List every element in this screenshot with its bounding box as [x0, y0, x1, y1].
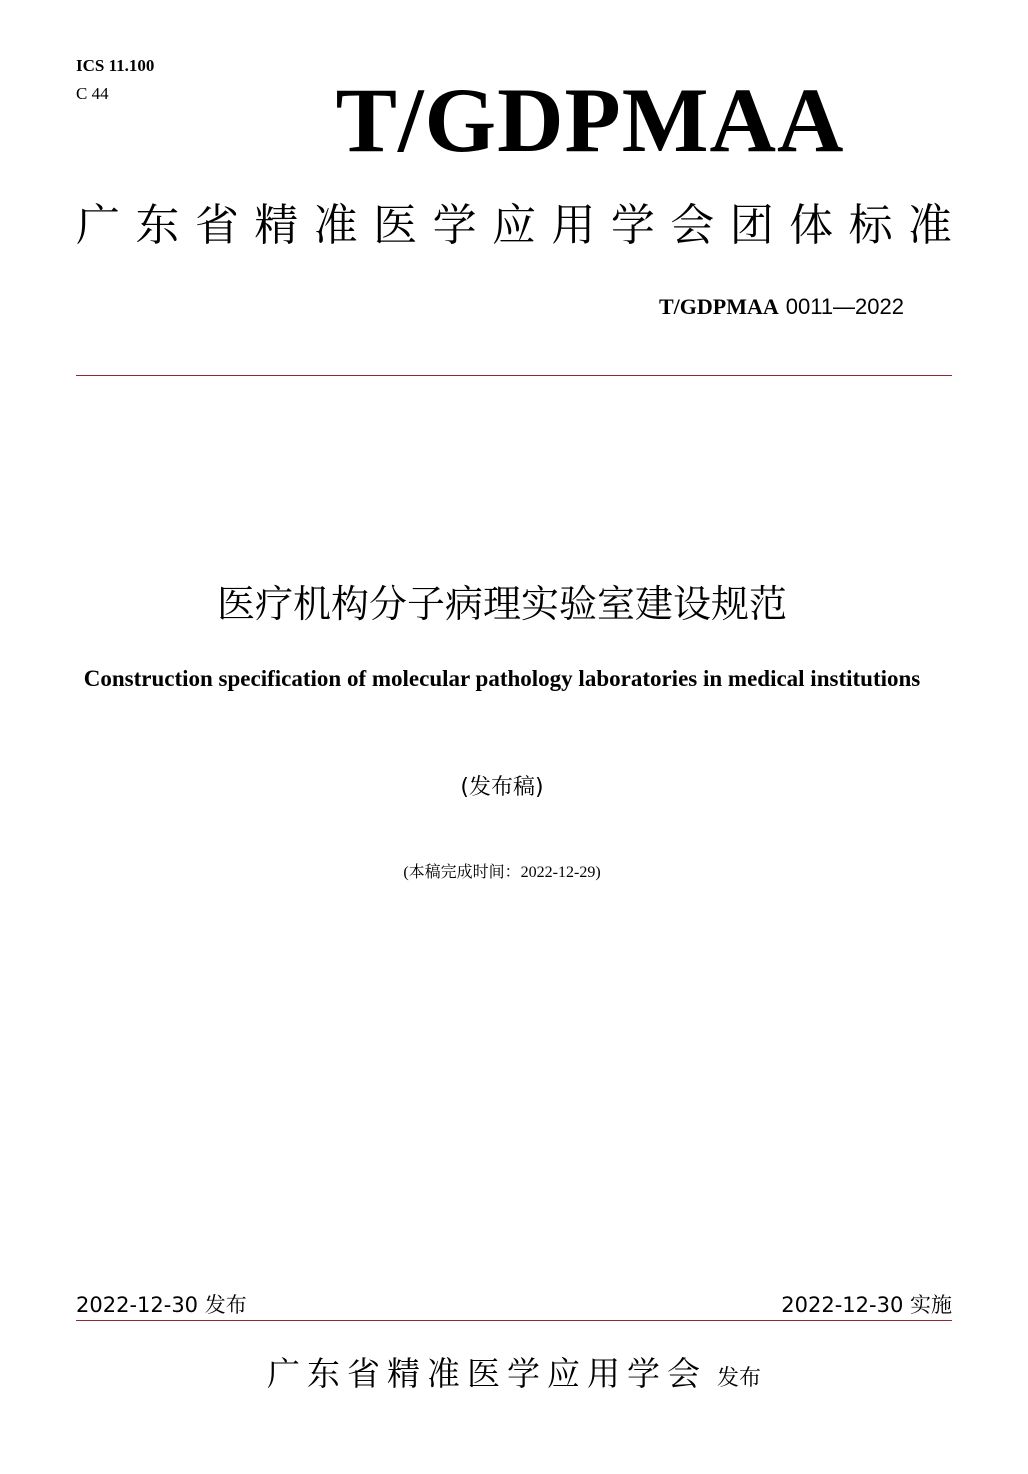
publisher-action: 发布 [716, 1366, 761, 1391]
english-title: Construction specification of molecular pathology laboratories in medical institutions [83, 666, 921, 691]
standard-number-value: 0011—2022 [785, 294, 904, 319]
draft-status: (发布稿) [460, 775, 544, 800]
ccs-code: C 44 [76, 84, 109, 103]
standard-number-prefix: T/GDPMAA [658, 294, 779, 319]
organization-title: 广东省精准医学应用学会团体标准 [76, 200, 952, 251]
publish-date: 2022-12-30 发布 [76, 1293, 247, 1317]
top-divider [76, 375, 952, 376]
standard-number [659, 294, 904, 320]
standard-logo: T/GDPMAA [335, 69, 845, 171]
effective-date: 2022-12-30 实施 [781, 1293, 952, 1317]
completion-note: (本稿完成时间：2022-12-29) [403, 864, 601, 881]
bottom-divider [76, 1320, 952, 1321]
chinese-title: 医疗机构分子病理实验室建设规范 [216, 582, 787, 626]
ics-code: ICS 11.100 [76, 56, 155, 75]
publisher-name: 广东省精准医学应用学会 [266, 1354, 707, 1393]
publisher-line [0, 1350, 1028, 1403]
